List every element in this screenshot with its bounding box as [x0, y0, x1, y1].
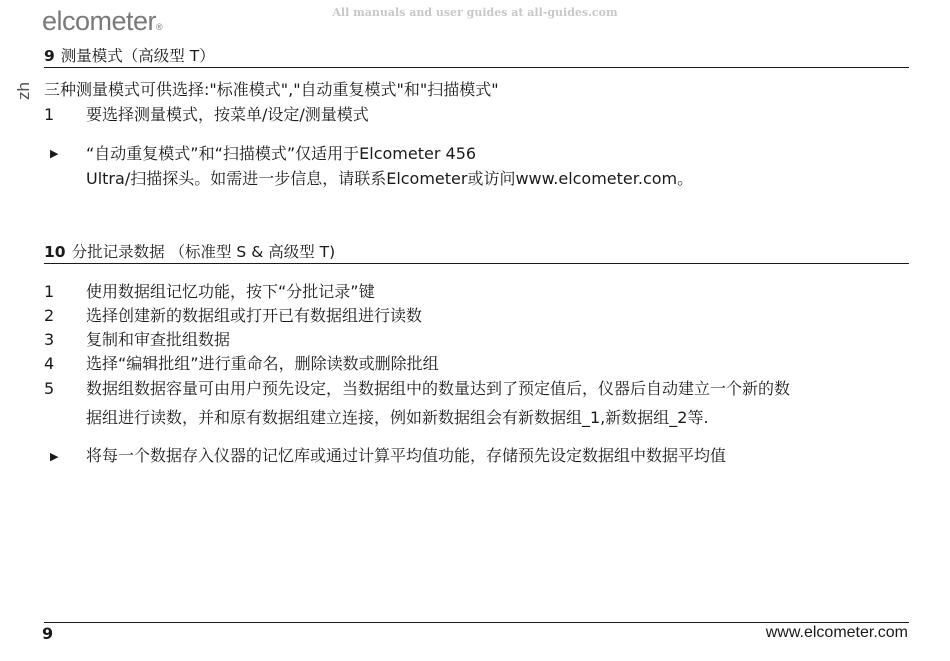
triangle-right-icon: ▶: [50, 450, 59, 463]
page-number: 9: [42, 624, 54, 643]
website-link[interactable]: www.elcometer.com: [765, 624, 908, 641]
section-10-heading: 10 分批记录数据 （标准型 S & 高级型 T): [44, 243, 336, 261]
section-10-note: 将每一个数据存入仪器的记忆库或通过计算平均值功能，存储预先设定数据组中数据平均值: [86, 446, 727, 465]
section-9-rule: [44, 67, 909, 68]
section-10-rule: [44, 263, 909, 264]
section-9-intro: 三种测量模式可供选择:"标准模式","自动重复模式"和"扫描模式": [44, 80, 499, 99]
triangle-right-icon: ▶: [50, 147, 59, 160]
elcometer-logo: elcometer®: [42, 6, 163, 36]
watermark: All manuals and user guides at all-guides.com: [332, 6, 618, 19]
footer-rule: [44, 622, 909, 623]
language-tab: zh: [14, 82, 33, 100]
section-9-note: “自动重复模式”和“扫描模式”仅适用于Elcometer 456 Ultra/扫描探头。如需进一步信息，请联系Elcometer或访问www.elcometer.com。: [86, 144, 694, 188]
section-9-heading: 9 测量模式（高级型 T）: [44, 47, 215, 65]
